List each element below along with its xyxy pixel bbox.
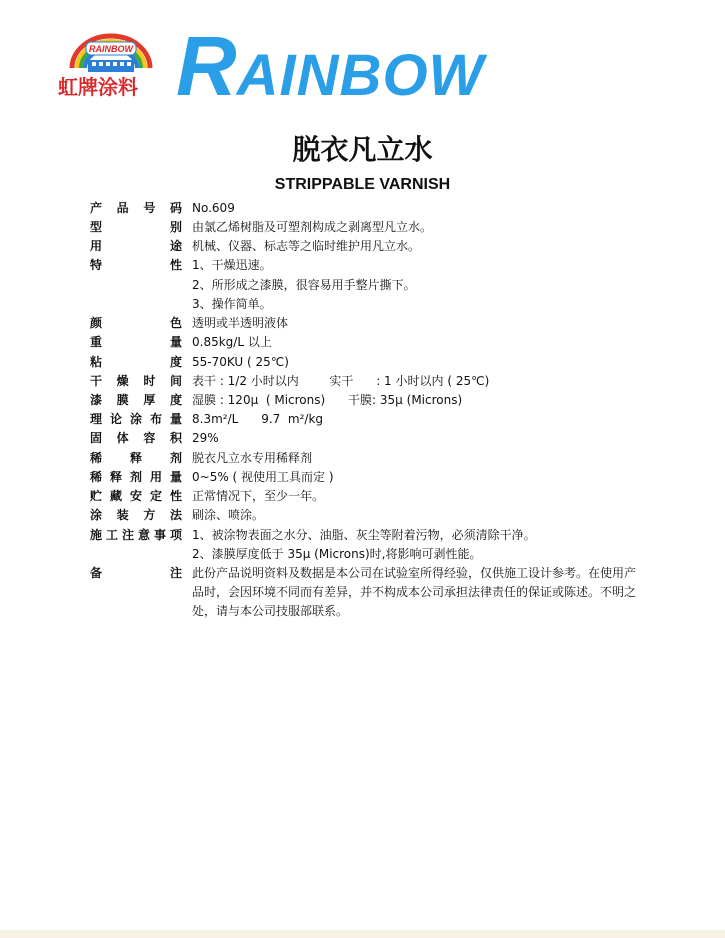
brand-wordmark [176, 19, 485, 113]
spec-value: 机械、仪器、标志等之临时维护用凡立水。 [192, 239, 421, 253]
spec-value: 0~5% ( 视使用工具而定 ) [192, 470, 334, 484]
spec-value: 透明或半透明液体 [192, 316, 289, 330]
spec-label: 特性 [90, 258, 182, 272]
spec-value: 湿膜 : 120μ ( Microns) 干膜: 35μ (Microns) [192, 393, 463, 407]
spec-label: 产品号码 [90, 201, 182, 215]
spec-value: 正常情况下，至少一年。 [192, 489, 325, 503]
spec-label: 粘度 [90, 355, 182, 369]
spec-value: 1、被涂物表面之水分、油脂、灰尘等附着污物，必须清除干净。 [192, 528, 536, 542]
spec-label: 理论涂布量 [90, 412, 182, 426]
spec-value: 表干 : 1/2 小时以内 实干 : 1 小时以内 ( 25℃) [192, 374, 490, 388]
spec-label: 固体容积 [90, 431, 182, 445]
brand-wordmark-initial: R [176, 19, 237, 113]
badge-text: RAINBOW [89, 44, 133, 54]
spec-label: 涂装方法 [90, 508, 182, 522]
spec-label: 颜色 [90, 316, 182, 330]
spec-label: 贮藏安定性 [90, 489, 182, 503]
spec-value: 0.85kg/L 以上 [192, 335, 272, 349]
product-title-en: STRIPPABLE VARNISH [274, 176, 451, 193]
spec-label: 干燥时间 [90, 374, 182, 388]
spec-label: 漆膜厚度 [90, 393, 182, 407]
spec-label: 用途 [90, 239, 182, 253]
spec-value: 刷涂、喷涂。 [192, 508, 265, 522]
spec-label: 稀释剂用量 [90, 470, 182, 484]
spec-label: 重量 [90, 335, 182, 349]
spec-value: 29% [192, 431, 219, 445]
spec-label: 型别 [90, 220, 182, 234]
page-bottom-strip [0, 930, 725, 938]
spec-label: 施工注意事项 [90, 528, 182, 542]
brand-wordmark-rest: AINBOW [236, 43, 485, 108]
spec-value: 脱衣凡立水专用稀释剂 [192, 451, 313, 465]
spec-label: 备注 [90, 566, 182, 580]
spec-value: 由氯乙烯树脂及可塑剂构成之剥离型凡立水。 [192, 220, 433, 234]
spec-value: 1、干燥迅速。 [192, 258, 272, 272]
spec-label: 稀释剂 [90, 451, 182, 465]
product-title-cn: 脱衣凡立水 [292, 133, 433, 166]
spec-value: No.609 [192, 201, 235, 215]
spec-value: 55-70KU ( 25℃) [192, 355, 289, 369]
spec-value: 8.3m²/L 9.7 m²/kg [192, 412, 324, 426]
precaution-line-2: 2、漆膜厚度低于 35μ (Microns)时,将影响可剥性能。 [192, 547, 482, 561]
brand-cn-name: 虹牌涂料 [58, 75, 138, 99]
spec-value: 此份产品说明资料及数据是本公司在试验室所得经验，仅供施工设计参考。在使用产品时，会因环境不同而有差异，并不构成本公司承担法律责任的保证或陈述。不明之处，请与本公司技服部联系。 [192, 566, 637, 618]
feature-line-2: 2、所形成之漆膜，很容易用手整片撕下。 [192, 278, 416, 292]
feature-line-3: 3、操作简单。 [192, 297, 272, 311]
